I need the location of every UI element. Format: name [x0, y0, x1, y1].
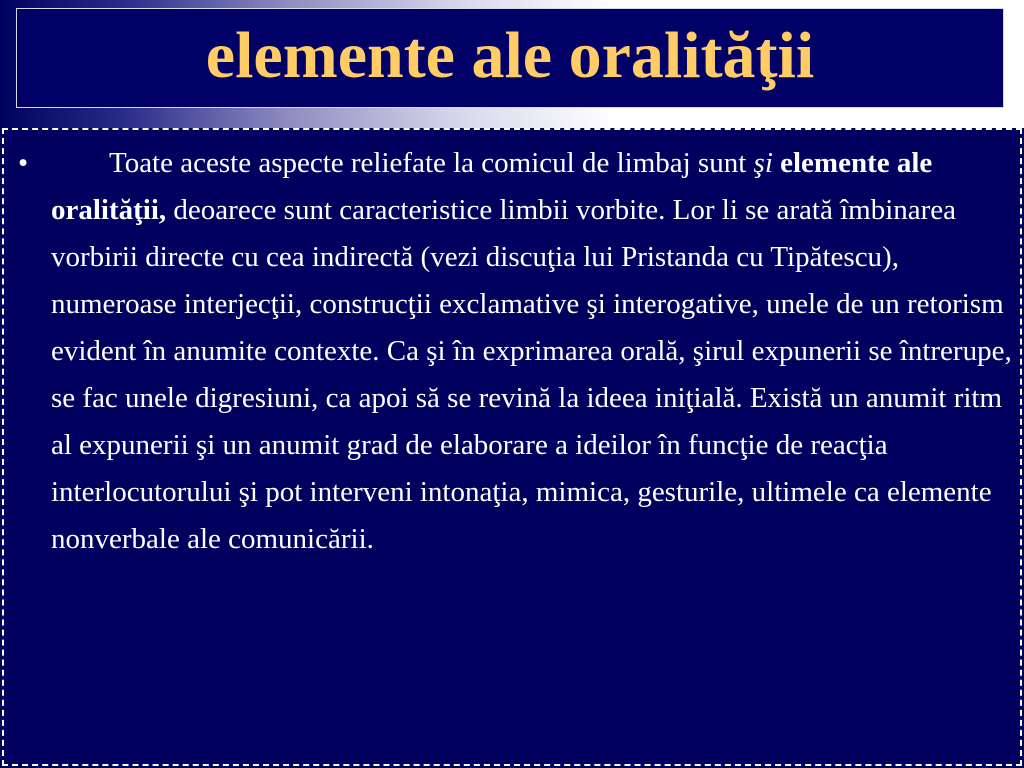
title-box	[16, 8, 1004, 108]
body-paragraph	[51, 140, 1023, 563]
bullet-marker: •	[18, 147, 29, 179]
slide-title: elemente ale oralităţii	[205, 19, 815, 92]
paragraph-lead: Toate aceste aspecte reliefate la comicul de limbaj sunt	[109, 147, 754, 179]
paragraph-bold: elemente ale oralităţii,	[51, 147, 933, 226]
content-box	[2, 128, 1022, 766]
paragraph-rest: deoarece sunt caracteristice limbii vorbite. Lor li se arată îmbinarea vorbirii directe cu cea indirectă (vezi discuţia lui Pristanda cu Tipătescu), numeroase interjecţii, construcţii exclamative şi interogative, unele de un retorism evident în anumite contexte. Ca şi în exprimarea orală, şirul expunerii se întrerupe, se fac unele digresiuni, ca apoi să se revină la ideea iniţială. Există un anumit ritm al expunerii şi un anumit grad de elaborare a ideilor în funcţie de reacţia interlocutorului şi pot interveni intonaţia, mimica, gesturile, ultimele ca elemente nonverbale ale comunicării.	[51, 194, 1012, 555]
paragraph-italic: şi	[753, 147, 773, 179]
